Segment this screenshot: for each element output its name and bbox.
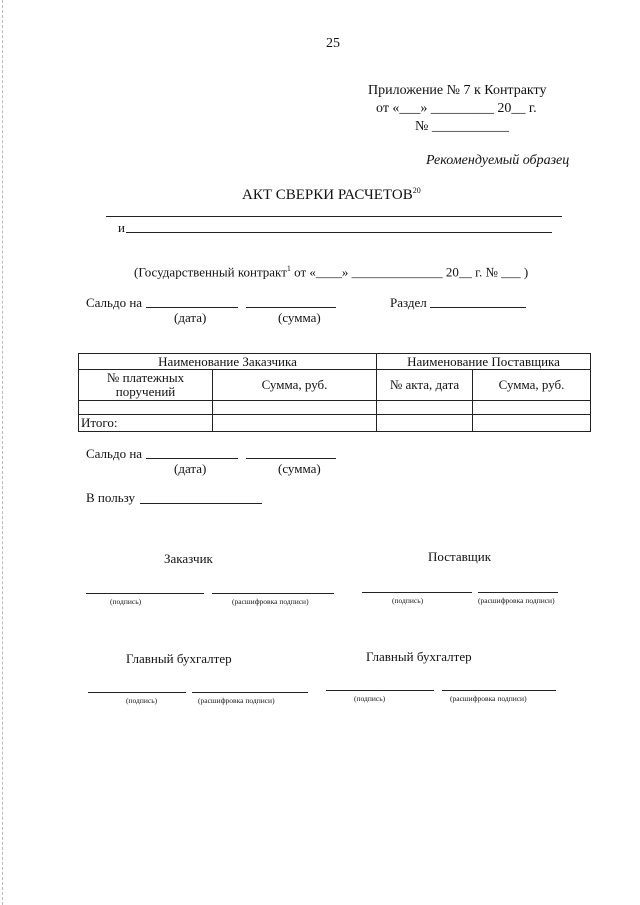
contract-footnote: 1 [286, 264, 291, 273]
appendix-line-1: Приложение № 7 к Контракту [368, 83, 547, 98]
col-payment-orders-line-2: поручений [115, 384, 176, 399]
balance-bottom-sum-line [246, 458, 336, 459]
document-title [242, 186, 421, 204]
chief-right-signature-line [326, 690, 434, 691]
customer-decode-caption: (расшифровка подписи) [232, 597, 309, 606]
supplier-decode-line [478, 592, 558, 593]
appendix-line-3: № ___________ [415, 119, 509, 134]
supplier-label: Поставщик [428, 549, 492, 564]
table-cell [473, 415, 591, 432]
section-line [430, 307, 526, 308]
col-payment-orders [79, 370, 213, 401]
supplier-header: Наименование Поставщика [377, 354, 591, 370]
table-cell [377, 415, 473, 432]
col-payment-orders-line-1: № платежных [106, 370, 185, 385]
col-customer-sum: Сумма, руб. [213, 370, 377, 401]
customer-signature-line [86, 593, 204, 594]
chief-right-decode-line [442, 690, 556, 691]
appendix-line-2: от «___» _________ 20__ г. [376, 101, 537, 116]
table-cell [213, 401, 377, 415]
balance-bottom-date-caption: (дата) [174, 461, 207, 476]
balance-bottom-sum-caption: (сумма) [278, 461, 321, 476]
contract-suffix: от «____» ______________ 20__ г. № ___ ) [290, 264, 529, 280]
chief-right-decode-caption: (расшифровка подписи) [450, 694, 527, 703]
chief-accountant-right-label: Главный бухгалтер [366, 649, 472, 664]
col-act-no-date: № акта, дата [377, 370, 473, 401]
sample-note: Рекомендуемый образец [426, 153, 570, 168]
supplier-signature-caption: (подпись) [392, 596, 424, 605]
supplier-decode-caption: (расшифровка подписи) [478, 596, 555, 605]
party-name-line-2 [126, 232, 552, 233]
chief-left-decode-line [192, 692, 308, 693]
balance-top-date-caption: (дата) [174, 310, 207, 325]
balance-bottom-date-line [146, 458, 238, 459]
chief-left-decode-caption: (расшифровка подписи) [198, 696, 275, 705]
and-label: и [118, 220, 125, 235]
customer-signature-caption: (подпись) [110, 597, 142, 606]
title-footnote: 20 [412, 186, 421, 195]
customer-decode-line [212, 593, 334, 594]
balance-top-label: Сальдо на [86, 295, 143, 310]
customer-header: Наименование Заказчика [79, 354, 377, 370]
section-label: Раздел [390, 295, 427, 310]
col-supplier-sum: Сумма, руб. [473, 370, 591, 401]
title-text: АКТ СВЕРКИ РАСЧЕТОВ [242, 187, 413, 203]
chief-accountant-left-label: Главный бухгалтер [126, 651, 232, 666]
contract-prefix: (Государственный контракт [134, 264, 287, 280]
in-favor-label: В пользу [86, 490, 135, 505]
balance-top-sum-caption: (сумма) [278, 310, 321, 325]
balance-top-date-line [146, 307, 238, 308]
table-cell [473, 401, 591, 415]
supplier-signature-line [362, 592, 472, 593]
table-cell [377, 401, 473, 415]
reconciliation-table [78, 353, 591, 432]
table-cell [79, 401, 213, 415]
page-edge-guide [2, 0, 3, 905]
chief-left-signature-caption: (подпись) [126, 696, 158, 705]
customer-label: Заказчик [164, 551, 213, 566]
page-number: 25 [326, 36, 340, 51]
total-label: Итого: [79, 415, 213, 432]
party-name-line-1 [106, 216, 562, 217]
table-cell [213, 415, 377, 432]
chief-left-signature-line [88, 692, 186, 693]
chief-right-signature-caption: (подпись) [354, 694, 386, 703]
in-favor-line [140, 503, 262, 504]
balance-top-sum-line [246, 307, 336, 308]
contract-line [134, 264, 528, 280]
balance-bottom-label: Сальдо на [86, 446, 143, 461]
